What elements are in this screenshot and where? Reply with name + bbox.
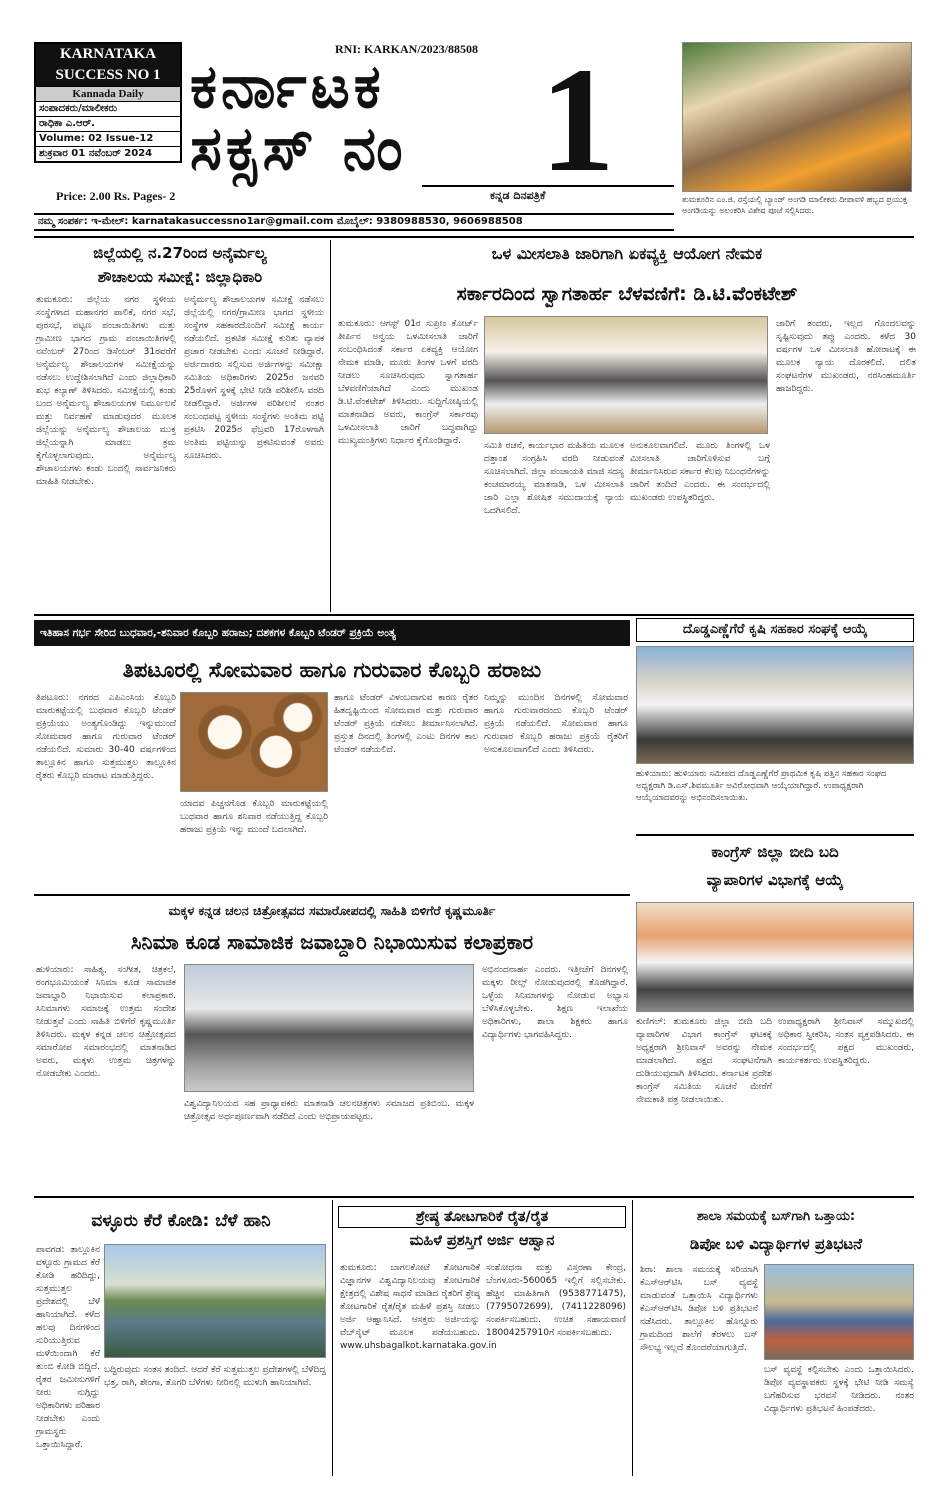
toilet-headline-1: ಜಿಲ್ಲೆಯಲ್ಲಿ ನ.27ರಿಂದ ಅನೈರ್ಮಲ್ಯ: [93, 244, 267, 262]
shop-photo-caption: ತುಮಕೂರಿನ ಎಂ.ಜಿ. ರಸ್ತೆಯಲ್ಲಿ ಬ್ಯಾಂಡ್ ಅಂಗಡಿ ಮಾಲೀಕರು ದೀಪಾವಳಿ ಹಬ್ಬದ ಪ್ರಯುಕ್ತ ಅಂಗಡಿಯನ್ನು ಅಲಂಕರಿಸಿ ವಿಶೇಷ ಪೂಜೆ ಸಲ್ಲಿಸಿದರು.: [682, 195, 908, 215]
volume-issue: Volume: 02 Issue-12: [36, 131, 180, 146]
masthead-title-line1: KARNATAKA: [36, 44, 180, 65]
agri-headline: ದೊಡ್ಡಎಣ್ಣೆಗೆರೆ ಕೃಷಿ ಸಹಕಾರ ಸಂಘಕ್ಕೆ ಆಯ್ಕೆ: [636, 618, 914, 642]
cinema-body-mid: ವಿಶ್ವವಿದ್ಯಾನಿಲಯದ ಸಹ ಪ್ರಾಧ್ಯಾಪಕರು ಮಾತನಾಡಿ ಚಲನಚಿತ್ರಗಳು ಸಮಾಜದ ಪ್ರತಿಬಿಂಬ. ಮಕ್ಕಳ ಚಿತ್ರೋತ್ಸವ ಅರ್ಥಪೂರ್ಣವಾಗಿ ನಡೆದಿದೆ ಎಂದು ಅಭಿಪ್ರಾಯಪಟ್ಟರು.: [184, 1099, 474, 1122]
reservation-headline-1: ಒಳ ಮೀಸಲಾತಿ ಜಾರಿಗಾಗಿ ಏಕವ್ಯಕ್ತಿ ಆಯೋಗ ನೇಮಕ: [491, 244, 763, 263]
column-divider: [330, 240, 331, 612]
cinema-headline: ಸಿನಿಮಾ ಕೂಡ ಸಾಮಾಜಿಕ ಜವಾಬ್ದಾರಿ ನಿಭಾಯಿಸುವ ಕಲಾಪ್ರಕಾರ: [130, 930, 534, 954]
column-divider-3: [632, 1200, 633, 1476]
congress-headline-2: ವ್ಯಾಪಾರಿಗಳ ವಿಭಾಗಕ್ಕೆ ಆಯ್ಕೆ: [706, 871, 844, 889]
top-divider: [34, 236, 914, 238]
copra-body-col2: ಯಾದವ ಪಿಚ್ಚನಗೊಡ ಕೊಬ್ಬರಿ ಮಾರುಕಟ್ಟೆಯಲ್ಲಿ ಬುಧವಾರ ಹಾಗೂ ಶನಿವಾರ ನಡೆಯುತ್ತಿದ್ದ ಕೊಬ್ಬರಿ ಹರಾಜು ಪ್ರಕ್ರಿಯೆ ಇನ್ನು ಮುಂದೆ ಬದಲಾಗಿದೆ.: [180, 799, 328, 835]
daily-label: ಕನ್ನಡ ದಿನಪತ್ರಿಕೆ: [490, 189, 546, 202]
reservation-meeting-photo: [484, 316, 768, 434]
cinema-top-rule: [34, 894, 630, 896]
rni-number: RNI: KARKAN/2023/88508: [335, 42, 478, 56]
lake-body-2: ಬದ್ದಿರುವುದು ಸಂತಸ ತಂದಿದೆ. ಆದರೆ ಕೆರೆ ಸುತ್ತಮುತ್ತಲ ಪ್ರದೇಶಗಳಲ್ಲಿ ಬೆಳೆದಿದ್ದ ಭತ್ತ, ರಾಗಿ, ಶೇಂಗಾ, ತೊಗರಿ ಬೆಳೆಗಳು ನೀರಿನಲ್ಲಿ ಮುಳುಗಿ ಹಾನಿಯಾಗಿವೆ.: [104, 1365, 326, 1388]
toilet-headline-2: ಶೌಚಾಲಯ ಸಮೀಕ್ಷೆ: ಜಿಲ್ಲಾಧಿಕಾರಿ: [97, 268, 263, 286]
congress-top-rule: [636, 834, 914, 836]
logo-number: 1: [540, 37, 615, 203]
cinema-kicker: ಮಕ್ಕಳ ಕನ್ನಡ ಚಲನ ಚಿತ್ರೋತ್ಸವದ ಸಮಾರೋಪದಲ್ಲಿ ಸಾಹಿತಿ ಬಿಳಿಗೆರೆ ಕೃಷ್ಣಮೂರ್ತಿ: [168, 903, 496, 918]
shop-decoration-photo: [682, 42, 912, 192]
reservation-body-col3: ಅನುಕೂಲವಾಗಲಿದೆ. ಮೂರು ತಿಂಗಳಲ್ಲಿ ಒಳ ಮೀಸಲಾತಿ ಜಾರಿಗೊಳಿಸುವ ಬಗ್ಗೆ ತೀರ್ಮಾನಿಸಿರುವ ಸರ್ಕಾರ ಕೆಲವು ನಿಬಂಧನೆಗಳನ್ನು ಜಾರಿಗೆ ತಂದಿದೆ ಎಂದರು. ಈ ಸಂದರ್ಭದಲ್ಲಿ ಮುಖಂಡರು ಉಪಸ್ಥಿತರಿದ್ದರು.: [630, 441, 770, 503]
divider-3: [34, 1196, 914, 1198]
copra-body-col1: ತಿಪಟೂರು: ನಗರದ ಎಪಿಎಂಸಿಯ ಕೊಬ್ಬರಿ ಮಾರುಕಟ್ಟೆಯಲ್ಲಿ ಬುಧವಾರ ಕೊಬ್ಬರಿ ಟೆಂಡರ್ ಪ್ರಕ್ರಿಯೆಯು ಅಂತ್ಯಗೊಂಡಿದ್ದು ಇನ್ನುಮುಂದೆ ಸೋಮವಾರ ಹಾಗೂ ಗುರುವಾರ ಟೆಂಡರ್ ನಡೆಯಲಿದೆ. ಸುಮಾರು 30-40 ವರ್ಷಗಳಿಂದ ತಾಲ್ಲೂಕಿನ ಹಾಗೂ ಸುತ್ತಮುತ್ತಲ ತಾಲ್ಲೂಕಿನ ರೈತರು ಕೊಬ್ಬರಿ ಮಾರಾಟ ಮಾಡುತ್ತಿದ್ದರು.: [36, 693, 176, 781]
reservation-headline-2: ಸರ್ಕಾರದಿಂದ ಸ್ವಾಗತಾರ್ಹ ಬೆಳವಣಿಗೆ: ಡಿ.ಟಿ.ವೆಂಕಟೇಶ್: [456, 283, 798, 305]
bus-body-col2: ಬಸ್ ವ್ಯವಸ್ಥೆ ಕಲ್ಪಿಸಬೇಕು ಎಂದು ಒತ್ತಾಯಿಸಿದರು. ಡಿಪೋ ವ್ಯವಸ್ಥಾಪಕರು ಸ್ಥಳಕ್ಕೆ ಭೇಟಿ ನೀಡಿ ಸಮಸ್ಯೆ ಬಗೆಹರಿಸುವ ಭರವಸೆ ನೀಡಿದರು. ನಂತರ ವಿದ್ಯಾರ್ಥಿಗಳು ಪ್ರತಿಭಟನೆ ಹಿಂಪಡೆದರು.: [764, 1365, 914, 1414]
agri-caption: ಹುಳಿಯಾರು: ಹುಳಿಯಾರು ಸಮೀಪದ ದೊಡ್ಡಎಣ್ಣೆಗೆರೆ ಪ್ರಾಥಮಿಕ ಕೃಷಿ ಪತ್ತಿನ ಸಹಕಾರ ಸಂಘದ ಅಧ್ಯಕ್ಷರಾಗಿ ಡಿ.ಎಸ್.ಶಿವಮೂರ್ತಿ ಅವಿರೋಧವಾಗಿ ಆಯ್ಕೆಯಾಗಿದ್ದಾರೆ. ಉಪಾಧ್ಯಕ್ಷರಾಗಿ ಆಯ್ಕೆಯಾದವರನ್ನು ಅಭಿನಂದಿಸಲಾಯಿತು.: [636, 769, 887, 803]
editor-label: ಸಂಪಾದಕರು/ಮಾಲೀಕರು: [36, 101, 180, 116]
reservation-body-col4: ಜಾರಿಗೆ ತಂದರು, ಇಲ್ಲದ ಗೊಂದಲವನ್ನು ಸೃಷ್ಟಿಸುವುದು ತಪ್ಪು ಎಂದರು. ಕಳೆದ 30 ವರ್ಷಗಳ ಒಳ ಮೀಸಲಾತಿ ಹೋರಾಟಕ್ಕೆ ಈ ಮೂಲಕ ನ್ಯಾಯ ದೊರಕಲಿದೆ. ದಲಿತ ಸಂಘಟನೆಗಳ ಮುಖಂಡರು, ನರಸಿಂಹಮೂರ್ತಿ ಹಾಜರಿದ್ದರು.: [776, 319, 916, 394]
bus-protest-photo: [764, 1264, 914, 1360]
editor-name: ರಾಧಿಕಾ ಎ.ಆರ್.: [36, 116, 180, 131]
bus-body-col1: ಶಿರಾ: ಶಾಲಾ ಸಮಯಕ್ಕೆ ಸರಿಯಾಗಿ ಕೆಎಸ್‌ಆರ್‌ಟಿಸಿ ಬಸ್ ವ್ಯವಸ್ಥೆ ಮಾಡುವಂತೆ ಒತ್ತಾಯಿಸಿ ವಿದ್ಯಾರ್ಥಿಗಳು ಕೆಎಸ್‌ಆರ್‌ಟಿಸಿ ಡಿಪೋ ಬಳಿ ಪ್ರತಿಭಟನೆ ನಡೆಸಿದರು. ತಾಲ್ಲೂಕಿನ ಹೊನ್ನೂರು ಗ್ರಾಮದಿಂದ ಶಾಲೆಗೆ ತೆರಳಲು ಬಸ್ ಸೌಲಭ್ಯ ಇಲ್ಲದೆ ತೊಂದರೆಯಾಗುತ್ತಿದೆ.: [640, 1265, 758, 1353]
logo-line1: ಕರ್ನಾಟಕ: [190, 52, 385, 122]
copra-body-col3: ಹಾಗೂ ಟೆಂಡರ್ ವಿಳಂಬವಾಗುವ ಕಾರಣ ರೈತರ ಹಿತದೃಷ್ಟಿಯಿಂದ ಸೋಮವಾರ ಮತ್ತು ಗುರುವಾರ ಟೆಂಡರ್ ಪ್ರಕ್ರಿಯೆ ನಡೆಸಲು ತೀರ್ಮಾನಿಸಲಾಗಿದೆ. ಪ್ರಸ್ತುತ ದಿನದಲ್ಲಿ ತಿಂಗಳಲ್ಲಿ ಎಂಟು ದಿನಗಳ ಕಾಲ ಟೆಂಡರ್ ನಡೆಯಲಿದೆ.: [334, 693, 478, 755]
horti-body-col2: ಸಂಶೋಧನಾ ಮತ್ತು ವಿಸ್ತರಣಾ ಕೇಂದ್ರ, ಬೆಂಗಳೂರು-560065 ಇಲ್ಲಿಗೆ ಸಲ್ಲಿಸಬೇಕು. ಹೆಚ್ಚಿನ ಮಾಹಿತಿಗಾಗಿ (9538771475), (7795072699), (7411228096) ಸಂಪರ್ಕಿಸಬಹುದು. ಉಚಿತ ಸಹಾಯವಾಣಿ 18004257910ಗೆ ಸಂಪರ್ಕಿಸಬಹುದು.: [486, 1263, 626, 1338]
cinema-body-col2: ಅಭಿನಂದನಾರ್ಹ ಎಂದರು. ಇತ್ತೀಚೆಗೆ ದಿನಗಳಲ್ಲಿ ಮಕ್ಕಳು ರೀಲ್ಸ್ ನೋಡುವುದರಲ್ಲಿ ತೊಡಗಿದ್ದಾರೆ. ಒಳ್ಳೆಯ ಸಿನಿಮಾಗಳನ್ನು ನೋಡುವ ಅಭ್ಯಾಸ ಬೆಳೆಸಿಕೊಳ್ಳಬೇಕು. ಶಿಕ್ಷಣ ಇಲಾಖೆಯ ಅಧಿಕಾರಿಗಳು, ಶಾಲಾ ಶಿಕ್ಷಕರು ಹಾಗೂ ವಿದ್ಯಾರ್ಥಿಗಳು ಭಾಗವಹಿಸಿದ್ದರು.: [482, 965, 628, 1040]
cinema-body-col1: ಹುಳಿಯಾರು: ಸಾಹಿತ್ಯ, ಸಂಗೀತ, ಚಿತ್ರಕಲೆ, ರಂಗಭೂಮಿಯಂತೆ ಸಿನಿಮಾ ಕೂಡ ಸಾಮಾಜಿಕ ಜವಾಬ್ದಾರಿ ನಿಭಾಯಿಸುವ ಕಲಾಪ್ರಕಾರ. ಸಿನಿಮಾಗಳು ಸಮಾಜಕ್ಕೆ ಉತ್ತಮ ಸಂದೇಶ ನೀಡುತ್ತವೆ ಎಂದು ಸಾಹಿತಿ ಬಿಳಿಗೆರೆ ಕೃಷ್ಣಮೂರ್ತಿ ತಿಳಿಸಿದರು. ಮಕ್ಕಳ ಕನ್ನಡ ಚಲನ ಚಿತ್ರೋತ್ಸವದ ಸಮಾರೋಪ ಸಮಾರಂಭದಲ್ಲಿ ಮಾತನಾಡಿದ ಅವರು, ಮಕ್ಕಳು ಉತ್ತಮ ಚಿತ್ರಗಳನ್ನು ನೋಡಬೇಕು ಎಂದರು.: [36, 965, 176, 1079]
masthead-title-line2: SUCCESS NO 1: [36, 65, 180, 86]
daily-divider: [422, 185, 674, 205]
congress-body-col1: ಕುಣಿಗಲ್: ತುಮಕೂರು ಜಿಲ್ಲಾ ಬೀದಿ ಬದಿ ವ್ಯಾಪಾರಿಗಳ ವಿಭಾಗ ಕಾಂಗ್ರೆಸ್ ಘಟಕಕ್ಕೆ ಅಧ್ಯಕ್ಷರಾಗಿ ಶ್ರೀನಿವಾಸ್ ಅವರನ್ನು ನೇಮಕ ಮಾಡಲಾಗಿದೆ. ಪಕ್ಷದ ಸಂಘಟನೆಗಾಗಿ ದುಡಿಯುವುದಾಗಿ ತಿಳಿಸಿದರು. ಕರ್ನಾಟಕ ಪ್ರದೇಶ ಕಾಂಗ್ರೆಸ್ ಸಮಿತಿಯ ಸೂಚನೆ ಮೇರೆಗೆ ನೇಮಕಾತಿ ಪತ್ರ ನೀಡಲಾಯಿತು.: [636, 1017, 772, 1105]
congress-body-col2: ಉಪಾಧ್ಯಕ್ಷರಾಗಿ ಶ್ರೀನಿವಾಸ್ ಸಮ್ಮುಖದಲ್ಲಿ ಅಧಿಕಾರ ಸ್ವೀಕರಿಸಿ, ಸಂತಸ ವ್ಯಕ್ತಪಡಿಸಿದರು. ಈ ಸಂದರ್ಭದಲ್ಲಿ ಪಕ್ಷದ ಮುಖಂಡರು, ಕಾರ್ಯಕರ್ತರು ಉಪಸ್ಥಿತರಿದ್ದರು.: [778, 1017, 914, 1066]
copra-headline: ತಿಪಟೂರಲ್ಲಿ ಸೋಮವಾರ ಹಾಗೂ ಗುರುವಾರ ಕೊಬ್ಬರಿ ಹರಾಜು: [122, 658, 542, 682]
horti-headline-1: ಶ್ರೇಷ್ಠ ತೋಟಗಾರಿಕೆ ರೈತ/ರೈತ: [338, 1206, 626, 1228]
lake-headline: ವಳ್ಳೂರು ಕೆರೆ ಕೋಡಿ: ಬೆಳೆ ಹಾನಿ: [91, 1211, 271, 1231]
bus-headline-1: ಶಾಲಾ ಸಮಯಕ್ಕೆ ಬಸ್‌ಗಾಗಿ ಒತ್ತಾಯ:: [696, 1209, 856, 1224]
kannada-daily-label: Kannada Daily: [36, 86, 180, 101]
reservation-body-col2: ಸಮಿತಿ ರಚನೆ, ಕಾರ್ಯಭಾರ ಮಹಿತಿಯ ಮೂಲಕ ದತ್ತಾಂಶ ಸಂಗ್ರಹಿಸಿ ವರದಿ ನೀಡುವಂತೆ ಸೂಚಿಸಲಾಗಿದೆ. ಜಿಲ್ಲಾ ಪಂಚಾಯತಿ ಮಾಜಿ ಸದಸ್ಯ ಕಂಚಮಾರಯ್ಯ ಮಾತನಾಡಿ, ಒಳ ಮೀಸಲಾತಿ ಜಾರಿ ಎಲ್ಲಾ ಶೋಷಿತ ಸಮುದಾಯಕ್ಕೆ ನ್ಯಾಯ ಒದಗಿಸಲಿದೆ.: [484, 441, 624, 516]
lake-overflow-photo: [104, 1244, 326, 1358]
contact-bar: ನಮ್ಮ ಸಂಪರ್ಕ: ಇ-ಮೇಲ್: karnatakasuccessno1ar@gmail.com ಮೊಬೈಲ್: 9380988530, 9606988508: [34, 213, 674, 231]
divider-2: [34, 614, 914, 616]
lake-body: ಪಾವಗಡ: ತಾಲ್ಲೂಕಿನ ವಳ್ಳೂರು ಗ್ರಾಮದ ಕೆರೆ ಕೋಡಿ ಹರಿದಿದ್ದು, ಸುತ್ತಮುತ್ತಲ ಪ್ರದೇಶದಲ್ಲಿ ಬೆಳೆ ಹಾನಿಯಾಗಿದೆ. ಕಳೆದ ಹಲವು ದಿನಗಳಿಂದ ಸುರಿಯುತ್ತಿರುವ ಮಳೆಯಿಂದಾಗಿ ಕೆರೆ ತುಂಬಿ ಕೋಡಿ ಬಿದ್ದಿದೆ. ರೈತರ ಜಮೀನುಗಳಿಗೆ ನೀರು ನುಗ್ಗಿದ್ದು ಅಧಿಕಾರಿಗಳು ಪರಿಹಾರ ನೀಡಬೇಕು ಎಂದು ಗ್ರಾಮಸ್ಥರು ಒತ್ತಾಯಿಸಿದ್ದಾರೆ.: [36, 1245, 100, 1450]
congress-headline-1: ಕಾಂಗ್ರೆಸ್ ಜಿಲ್ಲಾ ಬೀದಿ ಬದಿ: [711, 843, 839, 861]
copra-kicker: ಇತಿಹಾಸ ಗರ್ಭ ಸೇರಿದ ಬುಧವಾರ,-ಶನಿವಾರ ಕೊಬ್ಬರಿ ಹರಾಜು; ದಶಕಗಳ ಕೊಬ್ಬರಿ ಟೆಂಡರ್ ಪ್ರಕ್ರಿಯೆ ಅಂತ್ಯ: [40, 627, 396, 639]
congress-photo: [636, 902, 914, 1012]
toilet-body-col1: ತುಮಕೂರು: ಜಿಲ್ಲೆಯ ನಗರ ಸ್ಥಳೀಯ ಸಂಸ್ಥೆಗಳಾದ ಮಹಾನಗರ ಪಾಲಿಕೆ, ನಗರ ಸಭೆ, ಪುರಸಭೆ, ಪಟ್ಟಣ ಪಂಚಾಯಿತಿಗಳು ಮತ್ತು ಗ್ರಾಮೀಣ ಭಾಗದ ಗ್ರಾಮ ಪಂಚಾಯಿತಿಗಳಲ್ಲಿ ನವೆಂಬರ್ 27ರಿಂದ ಡಿಸೆಂಬರ್ 31ರವರೆಗೆ ಅನೈರ್ಮಲ್ಯ ಶೌಚಾಲಯಗಳ ಸಮೀಕ್ಷೆಯನ್ನು ನಡೆಸಲು ಉದ್ದೇಶಿಸಲಾಗಿದೆ ಎಂದು ಜಿಲ್ಲಾಧಿಕಾರಿ ಶುಭ ಕಲ್ಯಾಣ್ ತಿಳಿಸಿದರು. ಸಮೀಕ್ಷೆಯಲ್ಲಿ ಕಂಡು ಬಂದ ಅನೈರ್ಮಲ್ಯ ಶೌಚಾಲಯಗಳ ನಿರ್ಮೂಲನೆ ಮತ್ತು ನಿರ್ವಹಣೆ ಮಾಡುವುದರ ಮೂಲಕ ಜಿಲ್ಲೆಯನ್ನು ಅನೈರ್ಮಲ್ಯ ಶೌಚಾಲಯ ಮುಕ್ತ ಜಿಲ್ಲೆಯನ್ನಾಗಿ ಮಾಡಲು ಕ್ರಮ ಕೈಗೊಳ್ಳಲಾಗುವುದು. ಅನೈರ್ಮಲ್ಯ ಶೌಚಾಲಯಗಳು ಕಂಡು ಬಂದಲ್ಲಿ ಸಾರ್ವಜನಿಕರು ಮಾಹಿತಿ ನೀಡಬೇಕು.: [36, 295, 176, 487]
column-divider-2: [332, 1200, 333, 1476]
copra-body-col4: ನಿಮ್ಮನ್ನು ಮುಂದಿನ ದಿನಗಳಲ್ಲಿ ಸೋಮವಾರ ಹಾಗೂ ಗುರುವಾರದಂದು ಕೊಬ್ಬರಿ ಟೆಂಡರ್ ಪ್ರಕ್ರಿಯೆ ನಡೆಯಲಿದೆ. ಸೋಮವಾರ ಹಾಗೂ ಗುರುವಾರ ಕೊಬ್ಬರಿ ಹರಾಜು ಪ್ರಕ್ರಿಯೆ ರೈತರಿಗೆ ಅನುಕೂಲವಾಗಲಿದೆ ಎಂದು ತಿಳಿಸಿದರು.: [484, 693, 628, 755]
coconut-photo: [180, 692, 328, 792]
horti-headline-2: ಮಹಿಳೆ ಪ್ರಶಸ್ತಿಗೆ ಅರ್ಜಿ ಆಹ್ವಾನ: [409, 1233, 555, 1249]
reservation-body-col1: ತುಮಕೂರು: ಆಗಸ್ಟ್ 01ರ ಸುಪ್ರೀಂ ಕೋರ್ಟ್ ತೀರ್ಪಿನ ಅನ್ವಯ ಒಳಮೀಸಲಾತಿ ಜಾರಿಗೆ ಸಂಬಂಧಿಸಿದಂತೆ ಸರ್ಕಾರ ಏಕವ್ಯಕ್ತಿ ಆಯೋಗ ನೇಮಕ ಮಾಡಿ, ಮೂರು ತಿಂಗಳ ಒಳಗೆ ವರದಿ ನೀಡಲು ಸೂಚಿಸಿರುವುದು ಸ್ವಾಗತಾರ್ಹ ಬೆಳವಣಿಗೆಯಾಗಿದೆ ಎಂದು ಮುಖಂಡ ಡಿ.ಟಿ.ವೆಂಕಟೇಶ್ ತಿಳಿಸಿದರು. ಸುದ್ದಿಗೋಷ್ಠಿಯಲ್ಲಿ ಮಾತನಾಡಿದ ಅವರು, ಕಾಂಗ್ರೆಸ್ ಸರ್ಕಾರವು ಒಳಮೀಸಲಾತಿ ಜಾರಿಗೆ ಬದ್ಧವಾಗಿದ್ದು ಮುಖ್ಯಮಂತ್ರಿಗಳು ನಿರ್ಧಾರ ಕೈಗೊಂಡಿದ್ದಾರೆ.: [338, 319, 478, 446]
logo-line2: ಸಕ್ಸಸ್ ನಂ: [190, 114, 407, 184]
bus-headline-2: ಡಿಪೋ ಬಳಿ ವಿದ್ಯಾರ್ಥಿಗಳ ಪ್ರತಿಭಟನೆ: [689, 1235, 863, 1253]
agri-felicitation-photo: [636, 646, 914, 764]
price-pages: Price: 2.00 Rs. Pages- 2: [56, 189, 176, 203]
horti-body-col1: ತುಮಕೂರು: ಬಾಗಲಕೋಟೆ ತೋಟಗಾರಿಕೆ ವಿಜ್ಞಾನಗಳ ವಿಶ್ವವಿದ್ಯಾನಿಲಯವು ತೋಟಗಾರಿಕೆ ಕ್ಷೇತ್ರದಲ್ಲಿ ವಿಶೇಷ ಸಾಧನೆ ಮಾಡಿದ ರೈತರಿಗೆ ಶ್ರೇಷ್ಠ ತೋಟಗಾರಿಕೆ ರೈತ/ರೈತ ಮಹಿಳೆ ಪ್ರಶಸ್ತಿ ನೀಡಲು ಅರ್ಜಿ ಆಹ್ವಾನಿಸಿದೆ. ಆಸಕ್ತರು ಅರ್ಜಿಯನ್ನು ವೆಬ್‌ಸೈಟ್ ಮೂಲಕ ಪಡೆಯಬಹುದು. www.uhsbagalkot.karnataka.gov.in: [340, 1263, 497, 1351]
issue-date: ಶುಕ್ರವಾರ 01 ನವೆಂಬರ್ 2024: [36, 146, 180, 161]
toilet-body-col2: ಅನೈರ್ಮಲ್ಯ ಶೌಚಾಲಯಗಳ ಸಮೀಕ್ಷೆ ನಡೆಸಲು ಜಿಲ್ಲೆಯಲ್ಲಿ ನಗರ/ಗ್ರಾಮೀಣ ಭಾಗದ ಸ್ಥಳೀಯ ಸಂಸ್ಥೆಗಳ ಸಹಕಾರದೊಂದಿಗೆ ಸಮೀಕ್ಷೆ ಕಾರ್ಯ ನಡೆಯಲಿದೆ. ಪ್ರಕಟಿತ ಸಮೀಕ್ಷೆ ಕುರಿತು ವ್ಯಾಪಕ ಪ್ರಚಾರ ನೀಡಬೇಕು ಎಂದು ಸೂಚನೆ ನೀಡಿದ್ದಾರೆ. ಅರ್ಜಿದಾರರು ಸಲ್ಲಿಸುವ ಅರ್ಜಿಗಳನ್ನು ಸಮೀಕ್ಷಾ ಸಮಿತಿಯ ಅಧಿಕಾರಿಗಳು 2025ರ ಜನವರಿ 25ರೊಳಗೆ ಸ್ಥಳಕ್ಕೆ ಭೇಟಿ ನೀಡಿ ಪರಿಶೀಲಿಸಿ ವರದಿ ನೀಡಲಿದ್ದಾರೆ. ಅರ್ಜಿಗಳ ಪರಿಶೀಲನೆ ನಂತರ ಸಂಬಂಧಪಟ್ಟ ಸ್ಥಳೀಯ ಸಂಸ್ಥೆಗಳು ಅಂತಿಮ ಪಟ್ಟಿ ಪ್ರಕಟಿಸಿ 2025ರ ಫೆಬ್ರವರಿ 17ರೊಳಗಾಗಿ ಅಂತಿಮ ಪಟ್ಟಿಯನ್ನು ಪ್ರಕಟಿಸುವಂತೆ ಅವರು ಸೂಚಿಸಿದರು.: [184, 295, 324, 461]
masthead-english-box: [34, 42, 182, 163]
cinema-event-photo: [184, 964, 474, 1092]
